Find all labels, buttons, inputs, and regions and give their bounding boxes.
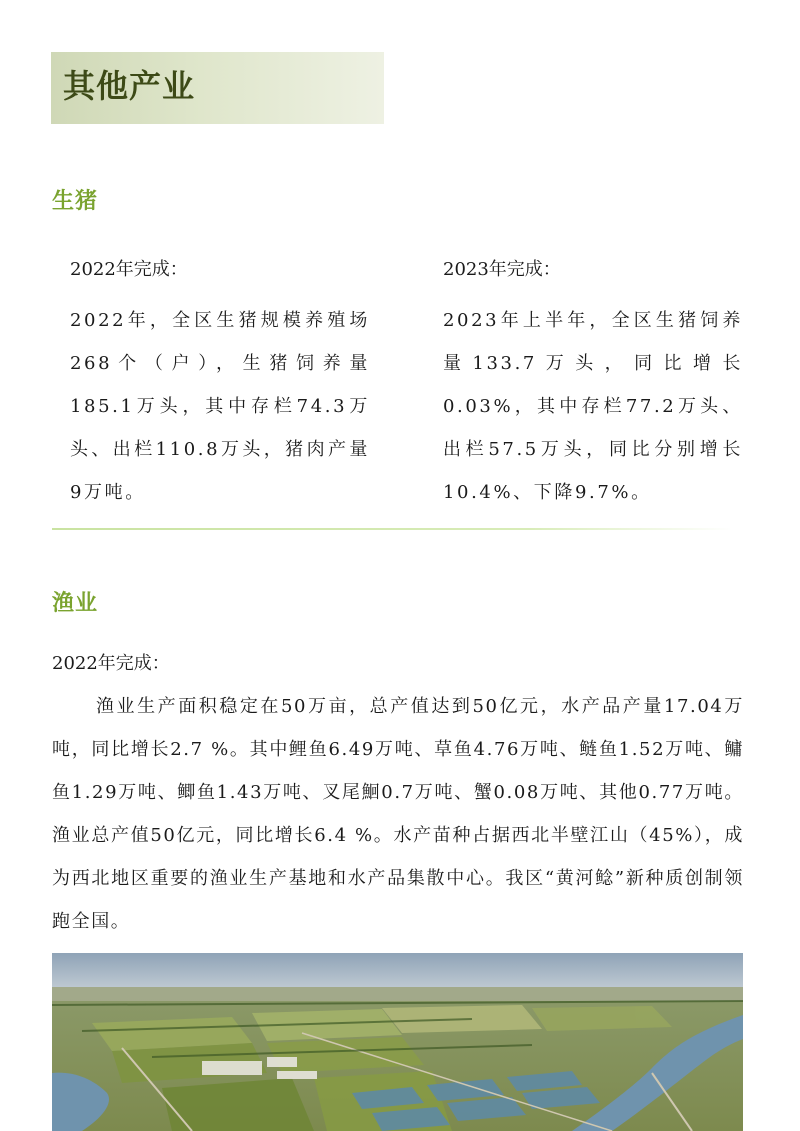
section-divider [52,528,732,530]
pig-2022-heading: 2022年完成： [70,259,188,280]
aerial-landscape-image [52,953,743,1131]
section-banner-title: 其他产业 [63,67,196,105]
pig-2022-text: 2022年，全区生猪规模养殖场268个（户），生猪饲养量185.1万头，其中存栏74.3万头、出栏110.8万头，猪肉产量9万吨。 [70,310,370,503]
pig-2023-text: 2023年上半年，全区生猪饲养量133.7万头，同比增长0.03%，其中存栏77.2万头、出栏57.5万头，同比分别增长10.4%、下降9.7%。 [443,310,743,503]
pig-2023-heading: 2023年完成： [443,259,561,280]
fishery-section-title: 渔业 [52,591,99,616]
pig-2022-column [70,256,370,514]
section-banner [51,52,384,124]
pig-section-title: 生猪 [52,189,99,214]
fishery-heading: 2022年完成： [52,653,170,674]
fishery-aerial-photo [52,953,743,1131]
pig-2023-column [443,256,743,514]
fishery-text: 渔业生产面积稳定在50万亩，总产值达到50亿元，水产品产量17.04万吨，同比增长2.7 %。其中鲤鱼6.49万吨、草鱼4.76万吨、鲢鱼1.52万吨、鳙鱼1.29万吨、鲫鱼1.43万吨、叉尾鮰0.7万吨、蟹0.08万吨、其他0.77万吨。渔业总产值50亿元，同比增长6.4 %。水产苗种占据西北半壁江山（45%），成为西北地区重要的渔业生产基地和水产品集散中心。我区“黄河鲶”新种质创制领跑全国。 [52,696,744,932]
